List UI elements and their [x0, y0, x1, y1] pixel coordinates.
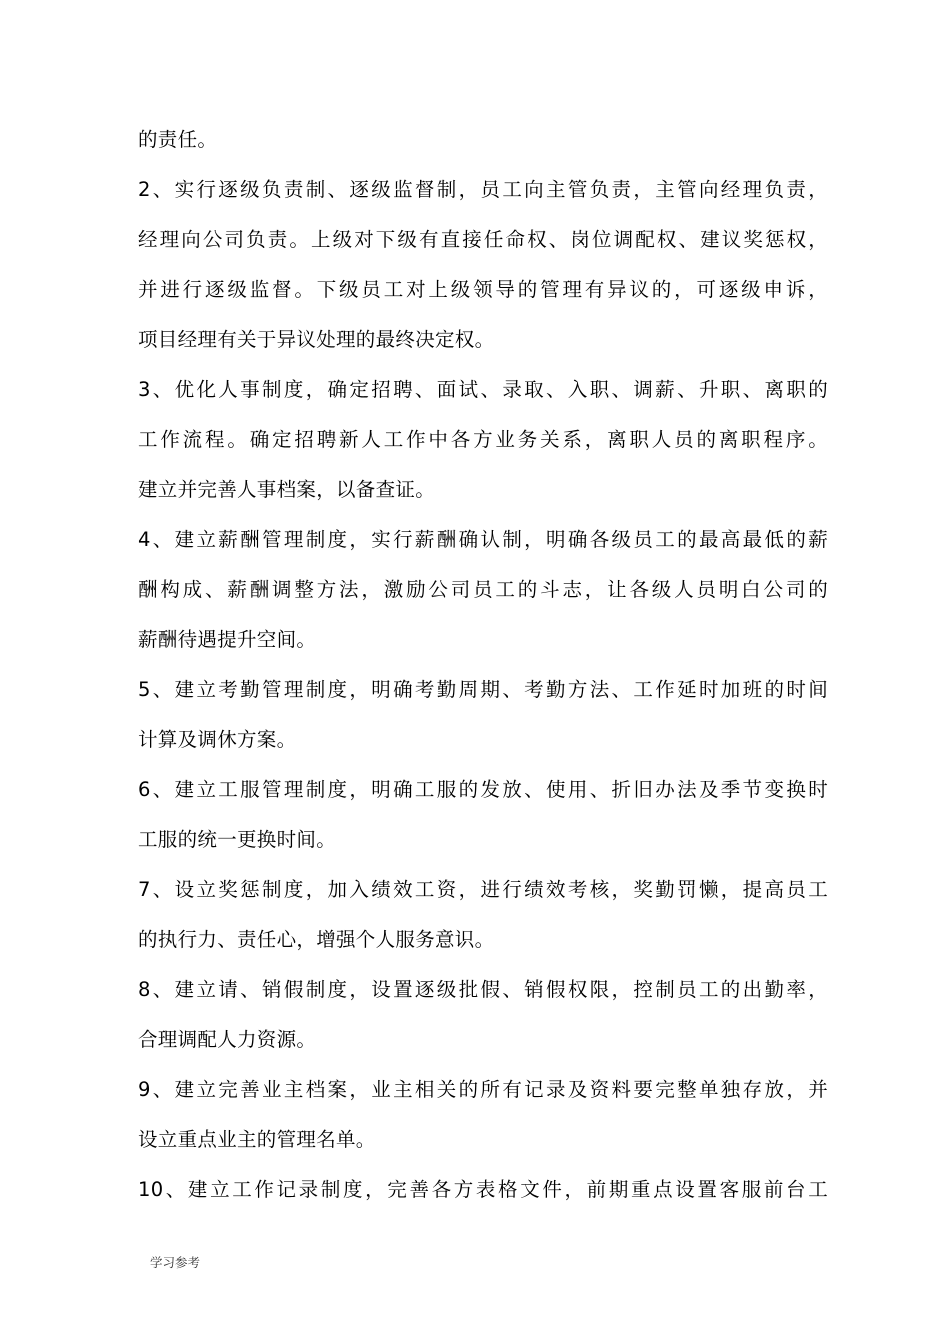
- text-line: 9、建立完善业主档案，业主相关的所有记录及资料要完整单独存放，并: [138, 1078, 828, 1101]
- text-line: 4、建立薪酬管理制度，实行薪酬确认制，明确各级员工的最高最低的薪: [138, 528, 828, 551]
- text-line: 合理调配人力资源。: [138, 1028, 317, 1051]
- text-line: 6、建立工服管理制度，明确工服的发放、使用、折旧办法及季节变换时: [138, 778, 828, 801]
- text-line: 薪酬待遇提升空间。: [138, 628, 317, 651]
- text-line: 3、优化人事制度，确定招聘、面试、录取、入职、调薪、升职、离职的: [138, 378, 828, 401]
- text-line: 的执行力、责任心，增强个人服务意识。: [138, 928, 495, 951]
- text-line: 设立重点业主的管理名单。: [138, 1128, 376, 1151]
- text-line: 5、建立考勤管理制度，明确考勤周期、考勤方法、工作延时加班的时间: [138, 678, 828, 701]
- text-line: 经理向公司负责。上级对下级有直接任命权、岗位调配权、建议奖惩权，: [138, 228, 828, 251]
- text-line: 并进行逐级监督。下级员工对上级领导的管理有异议的，可逐级申诉，: [138, 278, 828, 301]
- text-line: 项目经理有关于异议处理的最终决定权。: [138, 328, 495, 351]
- document-body: [138, 120, 828, 1220]
- text-line: 计算及调休方案。: [138, 728, 297, 751]
- text-line: 7、设立奖惩制度，加入绩效工资，进行绩效考核，奖勤罚懒，提高员工: [138, 878, 828, 901]
- text-line: 工服的统一更换时间。: [138, 828, 337, 851]
- text-line: 建立并完善人事档案，以备查证。: [138, 478, 436, 501]
- text-line: 的责任。: [138, 128, 218, 151]
- footer-note: 学习参考: [150, 1255, 201, 1270]
- text-line: 工作流程。确定招聘新人工作中各方业务关系，离职人员的离职程序。: [138, 428, 828, 451]
- text-line: 2、实行逐级负责制、逐级监督制，员工向主管负责，主管向经理负责，: [138, 178, 828, 201]
- text-line: 10、建立工作记录制度，完善各方表格文件，前期重点设置客服前台工: [138, 1178, 828, 1201]
- text-line: 酬构成、薪酬调整方法，激励公司员工的斗志，让各级人员明白公司的: [138, 578, 828, 601]
- text-line: 8、建立请、销假制度，设置逐级批假、销假权限，控制员工的出勤率，: [138, 978, 828, 1001]
